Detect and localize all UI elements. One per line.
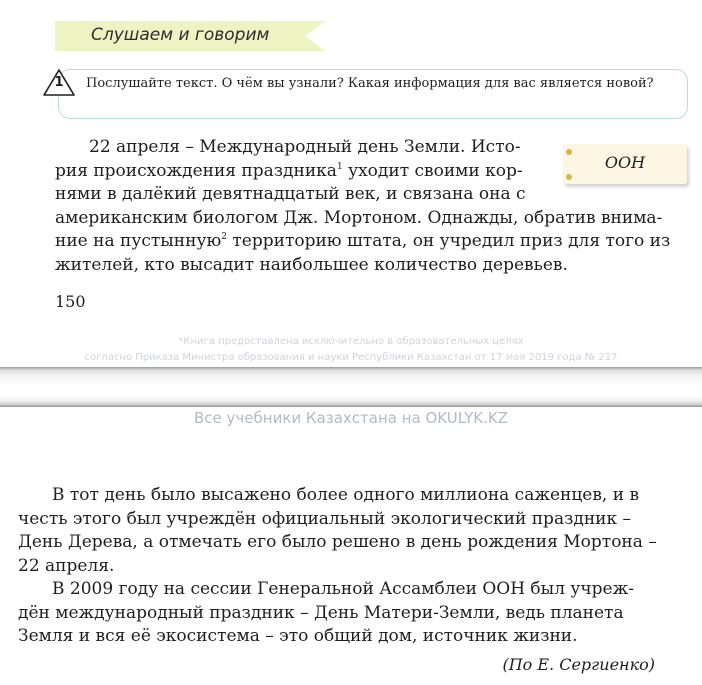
paragraph-bottom <box>18 484 657 649</box>
footnote-mark: 2 <box>221 232 227 242</box>
text-line: В тот день было высажено более одного миллиона саженцев, и в <box>52 485 640 505</box>
text-line: дён международный праздник – День Матери-Земли, ведь планета <box>18 602 624 623</box>
text-line: 22 апреля. <box>18 555 115 576</box>
disclaimer-line: согласно Приказа Министра образования и науки Республики Казахстан от 17 мая 2019 года № 217 <box>84 352 618 363</box>
attribution: (По Е. Сергиенко) <box>502 655 655 674</box>
text-segment: уходит своими кор- <box>342 160 523 181</box>
section-ribbon <box>55 21 325 51</box>
text-line: американским биологом Дж. Мортоном. Однажды, обратив внима- <box>55 207 663 228</box>
page-break <box>0 367 702 407</box>
section-title: Слушаем и говорим <box>91 25 270 45</box>
text-segment: территорию штата, он учредил приз для того из <box>226 231 671 251</box>
text-line: В 2009 году на сессии Генеральной Ассамблеи ООН был учреж- <box>52 579 634 599</box>
task-instruction: Послушайте текст. О чём вы узнали? Какая информация для вас является новой? <box>86 76 654 91</box>
text-line: 22 апреля – Международный день Земли. Исто- <box>89 137 521 157</box>
text-line: День Дерева, а отмечать его было решено в день рождения Мортона – <box>18 532 657 552</box>
text-line <box>55 230 670 254</box>
task-number: 1 <box>54 75 64 90</box>
note-label: ООН <box>604 153 646 172</box>
text-line: жителей, кто высадит наибольшее количество деревьев. <box>55 254 568 275</box>
disclaimer-line: *Книга предоставлена исключительно в образовательных целях <box>178 336 524 347</box>
text-segment: рия происхождения праздника <box>55 160 337 181</box>
text-line <box>55 160 670 184</box>
footnote-mark: 1 <box>336 161 343 172</box>
text-line: честь этого был учреждён официальный экологический праздник – <box>18 508 632 529</box>
paragraph-top <box>55 136 670 277</box>
watermark: Все учебники Казахстана на OKULYK.KZ <box>194 409 508 427</box>
page-number: 150 <box>55 292 86 311</box>
text-line: Земля и вся её экосистема – это общий дом, источник жизни. <box>18 626 578 646</box>
text-segment: ние на пустынную <box>55 231 222 251</box>
text-line: нями в далёкий девятнадцатый век, и связана она с <box>55 184 526 204</box>
